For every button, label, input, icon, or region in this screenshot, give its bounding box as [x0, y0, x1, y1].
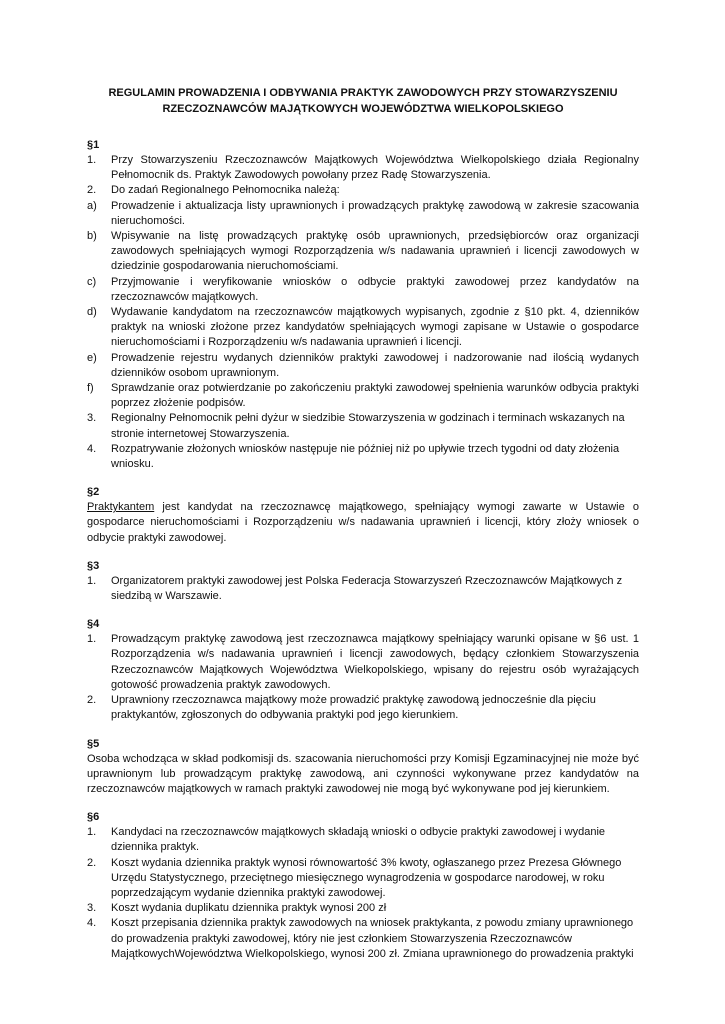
- item-text: Organizatorem praktyki zawodowej jest Polska Federacja Stowarzyszeń Rzeczoznawców Majątkowych z siedzibą w Warszawie.: [111, 574, 623, 603]
- section-heading: §3: [87, 559, 100, 572]
- item-marker: 4.: [87, 917, 97, 930]
- item-marker: f): [87, 382, 94, 395]
- title-line-1: REGULAMIN PROWADZENIA I ODBYWANIA PRAKTYK ZAWODOWYCH PRZY STOWARZYSZENIU: [108, 87, 618, 99]
- list-item: [87, 199, 639, 229]
- list-item: [87, 305, 639, 351]
- document-body: [87, 86, 639, 962]
- item-text: Prowadzącym praktykę zawodową jest rzeczoznawca majątkowy spełniający warunki opisane w §6 ust. 1 Rozporządzenia w/s nadawania uprawnień i licencji zawodowych, będący członkiem Stowarzyszenia Rzeczoznawców Majątkowych Województwa Wielkopolskiego, wpisany do rejestru osób wyrażających gotowość prowadzenia praktyk zawodowych.: [111, 633, 639, 691]
- section-2: [87, 485, 639, 546]
- item-text: Koszt przepisania dziennika praktyk zawodowych na wniosek praktykanta, z powodu zmiany uprawnionego do prowadzenia praktyki zawodowej, który nie jest członkiem Stowarzyszenia Rzeczoznawców MajątkowychWojewództwa Wielkopolskiego, wynosi 200 zł. Zmiana uprawnionego do prowadzenia praktyki: [111, 917, 634, 960]
- list-item: [87, 825, 639, 855]
- item-marker: e): [87, 351, 97, 364]
- item-marker: 2.: [87, 184, 97, 197]
- item-marker: 1.: [87, 633, 97, 646]
- list-item: [87, 632, 639, 693]
- item-marker: 2.: [87, 856, 97, 869]
- list-item: [87, 351, 639, 381]
- list-item: [87, 153, 639, 183]
- section-paragraph: Osoba wchodząca w skład podkomisji ds. szacowania nieruchomości przy Komisji Egzaminacyjnej nie może być uprawnionym lub prowadzącym praktykę zawodową, ani czynności wykonywane przez kandydatów na rzeczoznawców majątkowych w ramach praktyki zawodowej nie mogą być wykonywane pod jej kierunkiem.: [87, 752, 639, 795]
- section-heading: §4: [87, 618, 100, 631]
- paragraph-text: jest kandydat na rzeczoznawcę majątkowego, spełniający wymogi zawarte w Ustawie o gospodarce nieruchomościami i Rozporządzeniu w/s nadawania uprawnień i licencji, który złoży wniosek o odbycie praktyki zawodowej.: [87, 501, 639, 544]
- item-text: Przyjmowanie i weryfikowanie wniosków o odbycie praktyki zawodowej przez kandydatów na rzeczoznawców majątkowych.: [111, 275, 639, 303]
- list-item: [87, 229, 639, 275]
- list-item: [87, 901, 639, 916]
- item-text: Rozpatrywanie złożonych wniosków następuje nie później niż po upływie trzech tygodni od daty złożenia wniosku.: [111, 442, 620, 471]
- list-item: [87, 411, 639, 441]
- list-item: [87, 275, 639, 305]
- list-item: [87, 916, 639, 962]
- item-text: Uprawniony rzeczoznawca majątkowy może prowadzić praktykę zawodową jednocześnie dla pięciu praktykantów, zgłoszonych do odbywania praktyki pod jego kierunkiem.: [111, 694, 596, 722]
- list-item: [87, 381, 639, 411]
- list-item: [87, 693, 639, 723]
- item-text: Koszt wydania duplikatu dziennika praktyk wynosi 200 zł: [111, 902, 387, 915]
- section-4: [87, 617, 639, 723]
- item-marker: a): [87, 199, 97, 212]
- item-marker: 3.: [87, 902, 97, 915]
- section-1: [87, 138, 639, 472]
- item-text: Wydawanie kandydatom na rzeczoznawców majątkowych wypisanych, zgodnie z §10 pkt. 4, dzienników praktyk na wnioski złożone przez kandydatów spełniających wymogi zapisane w Ustawie o gospodarce nieruchomościami i Rozporządzeniu w/s nadawania uprawnień i licencji.: [111, 306, 639, 349]
- item-text: Koszt wydania dziennika praktyk wynosi równowartość 3% kwoty, ogłaszanego przez Prezesa Głównego Urzędu Statystycznego, przeciętnego miesięcznego wynagrodzenia w gospodarce narodowej, w roku poprzedzającym wydanie dziennika praktyki zawodowej.: [111, 856, 622, 899]
- item-text: Regionalny Pełnomocnik pełni dyżur w siedzibie Stowarzyszenia w godzinach i terminach wskazanych na stronie internetowej Stowarzyszenia.: [111, 412, 625, 440]
- item-marker: 1.: [87, 154, 97, 166]
- section-heading: §6: [87, 811, 100, 824]
- item-marker: d): [87, 306, 97, 319]
- item-marker: 3.: [87, 412, 97, 425]
- section-5: [87, 737, 639, 798]
- item-marker: 1.: [87, 826, 97, 839]
- list-item: [87, 442, 639, 472]
- document-title: [87, 86, 639, 117]
- item-marker: 4.: [87, 442, 97, 455]
- section-heading: §2: [87, 486, 100, 499]
- item-text: Wpisywanie na listę prowadzących praktykę osób uprawnionych, przedsiębiorców oraz organizacji zawodowych spełniających wymogi Rozporządzenia w/s nadawania uprawnień i licencji zawodowych w dziedzinie gospodarowania nieruchomościami.: [111, 230, 639, 273]
- section-paragraph: [87, 500, 639, 546]
- section-heading: §5: [87, 737, 100, 750]
- item-text: Przy Stowarzyszeniu Rzeczoznawców Majątkowych Województwa Wielkopolskiego działa Regionalny Pełnomocnik ds. Praktyk Zawodowych powołany przez Radę Stowarzyszenia.: [111, 154, 639, 182]
- list-item: [87, 856, 639, 902]
- title-line-2: RZECZOZNAWCÓW MAJĄTKOWYCH WOJEWÓDZTWA WIELKOPOLSKIEGO: [162, 102, 564, 115]
- item-text: Kandydaci na rzeczoznawców majątkowych składają wnioski o odbycie praktyki zawodowej i wydanie dziennika praktyk.: [111, 826, 606, 854]
- section-3: [87, 559, 639, 604]
- item-text: Do zadań Regionalnego Pełnomocnika należą:: [111, 184, 340, 197]
- section-6: [87, 810, 639, 962]
- item-marker: 2.: [87, 694, 97, 707]
- item-text: Sprawdzanie oraz potwierdzanie po zakończeniu praktyki zawodowej spełnienia warunków odbycia praktyki poprzez złożenie podpisów.: [111, 382, 639, 410]
- item-marker: b): [87, 230, 97, 243]
- item-marker: c): [87, 275, 97, 288]
- list-item: [87, 574, 639, 604]
- item-marker: 1.: [87, 574, 97, 587]
- list-item: [87, 183, 639, 198]
- section-heading: §1: [87, 139, 100, 151]
- item-text: Prowadzenie i aktualizacja listy uprawnionych i prowadzących praktykę zawodową w zakresie szacowania nieruchomości.: [111, 199, 639, 227]
- item-text: Prowadzenie rejestru wydanych dzienników praktyki zawodowej i nadzorowanie nad ilością wydanych dzienników osobom uprawnionym.: [111, 351, 639, 379]
- defined-term: Praktykantem: [87, 501, 155, 514]
